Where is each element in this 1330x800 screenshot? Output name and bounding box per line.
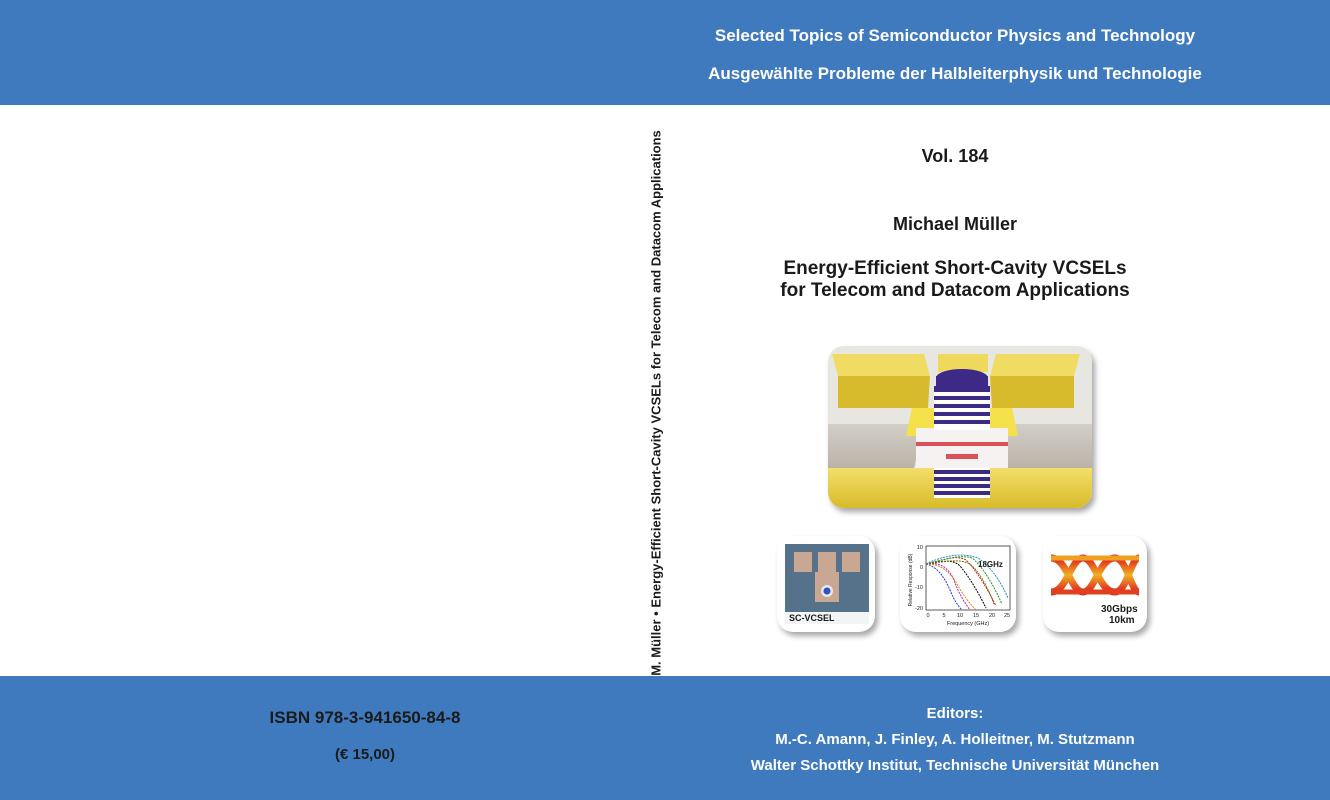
isbn: ISBN 978-3-941650-84-8 [269,708,461,727]
editors-institute: Walter Schottky Institut, Technische Universität München [750,757,1160,774]
device-micrograph-card [777,536,875,632]
book-title-line1: Energy-Efficient Short-Cavity VCSELs [783,258,1127,279]
top-band [0,0,1330,105]
freq-annotation: 18GHz [978,560,1003,569]
eye-label-distance: 10km [1109,615,1135,626]
x-axis-label: Frequency (GHz) [946,621,990,627]
vcsel-illustration [828,346,1092,508]
y-tick-label: -10 [915,585,923,591]
x-tick-label: 20 [988,613,996,619]
spine-text: M. Müller • Energy-Efficient Short-Cavity VCSELs for Telecom and Datacom Applications [648,130,664,676]
volume-number: Vol. 184 [921,146,989,166]
frequency-response-plot [900,536,1016,632]
y-tick-label: -20 [915,606,923,612]
x-tick-label: 15 [972,613,980,619]
series-title-en: Selected Topics of Semiconductor Physics and Technology [714,26,1196,45]
vcsel-cross-section-image [828,346,1092,508]
eye-diagram-image [1043,536,1147,632]
y-axis-label: Relative Response (dB) [908,553,914,607]
device-label: SC-VCSEL [789,613,835,623]
x-tick-label: 5 [942,613,946,619]
y-tick-label: 10 [916,545,923,551]
x-tick-label: 10 [956,613,964,619]
author-name: Michael Müller [892,214,1018,234]
price: (€ 15,00) [334,746,396,763]
eye-label-rate: 30Gbps [1101,604,1138,615]
y-tick-label: 0 [919,565,923,571]
device-micrograph-image [777,536,875,632]
x-tick-label: 25 [1003,613,1011,619]
eye-diagram-card [1043,536,1147,632]
x-tick-label: 0 [926,613,930,619]
book-title-line2: for Telecom and Datacom Applications [780,280,1130,301]
series-title-de: Ausgewählte Probleme der Halbleiterphysik und Technologie [708,64,1202,83]
frequency-response-card [900,536,1016,632]
editors-label: Editors: [926,705,984,722]
editors-names: M.-C. Amann, J. Finley, A. Holleitner, M. Stutzmann [775,731,1135,748]
